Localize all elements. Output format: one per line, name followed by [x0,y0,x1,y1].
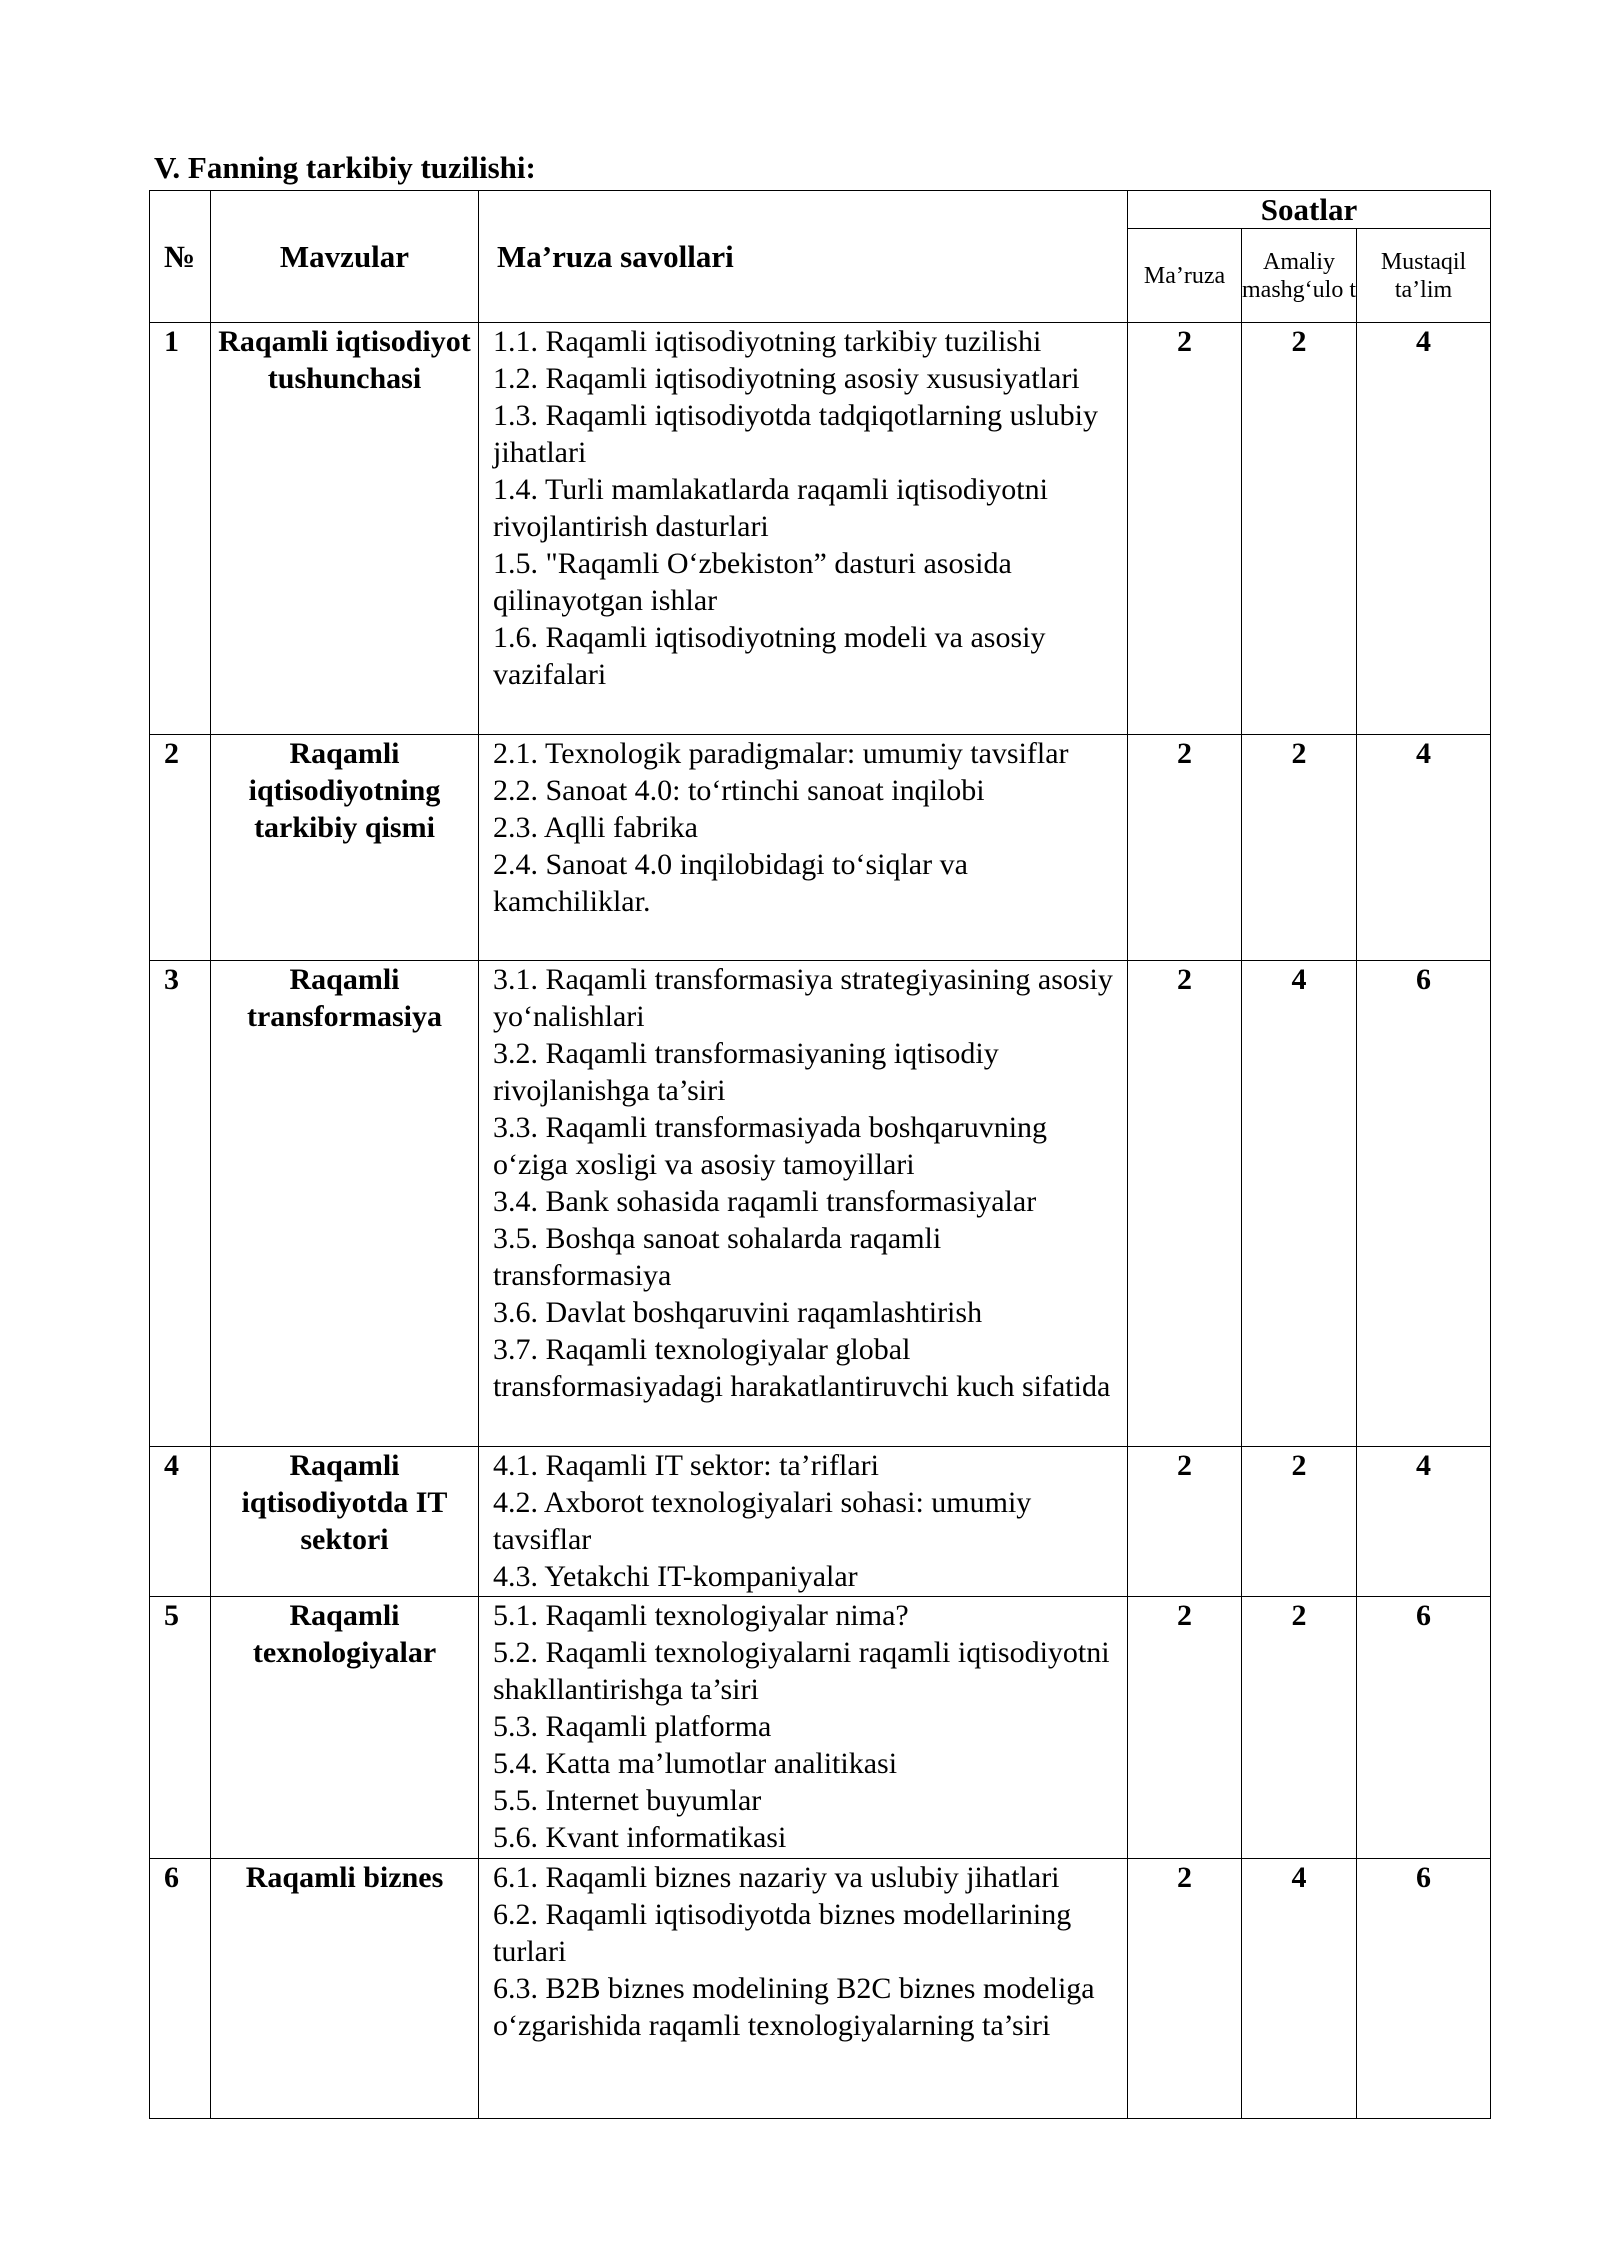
row-number: 5 [150,1597,211,1859]
lecture-question: 3.4. Bank sohasida raqamli transformasiyalar [493,1185,1037,1218]
hours-independent: 4 [1357,735,1491,961]
lecture-question: 5.5. Internet buyumlar [493,1784,762,1817]
table-body [150,323,1491,2119]
hours-independent: 6 [1357,961,1491,1447]
row-topic: Raqamli biznes [211,1859,479,2119]
row-questions [479,1447,1128,1597]
header-no: № [150,191,211,323]
row-number: 2 [150,735,211,961]
lecture-question: 3.1. Raqamli transformasiya strategiyasining asosiy yo‘nalishlari [493,963,1113,1033]
hours-practice: 4 [1242,961,1357,1447]
row-questions [479,735,1128,961]
hours-practice: 4 [1242,1859,1357,2119]
lecture-question: 4.2. Axborot texnologiyalari sohasi: umumiy tavsiflar [493,1486,1032,1556]
row-topic: Raqamli iqtisodiyotda IT sektori [211,1447,479,1597]
row-number: 4 [150,1447,211,1597]
hours-independent: 4 [1357,1447,1491,1597]
hours-independent: 6 [1357,1597,1491,1859]
lecture-question: 1.3. Raqamli iqtisodiyotda tadqiqotlarning uslubiy jihatlari [493,399,1098,469]
row-questions [479,961,1128,1447]
lecture-question: 2.1. Texnologik paradigmalar: umumiy tavsiflar [493,737,1069,770]
table-row [150,735,1491,961]
header-independent: Mustaqil ta’lim [1357,229,1491,323]
hours-lecture: 2 [1128,1859,1242,2119]
lecture-question: 3.2. Raqamli transformasiyaning iqtisodiy rivojlanishga ta’siri [493,1037,999,1107]
table-row [150,961,1491,1447]
hours-independent: 4 [1357,323,1491,735]
section-heading: V. Fanning tarkibiy tuzilishi: [154,150,536,185]
hours-lecture: 2 [1128,735,1242,961]
lecture-question: 5.4. Katta ma’lumotlar analitikasi [493,1747,898,1780]
lecture-question: 3.3. Raqamli transformasiyada boshqaruvning o‘ziga xosligi va asosiy tamoyillari [493,1111,1048,1181]
lecture-question: 5.2. Raqamli texnologiyalarni raqamli iqtisodiyotni shakllantirishga ta’siri [493,1636,1110,1706]
row-number: 1 [150,323,211,735]
lecture-question: 1.1. Raqamli iqtisodiyotning tarkibiy tuzilishi [493,325,1042,358]
table-row [150,1597,1491,1859]
lecture-question: 6.2. Raqamli iqtisodiyotda biznes modellarining turlari [493,1898,1072,1968]
course-structure-table [149,190,1491,2119]
header-practice: Amaliy mashg‘ulo t [1242,229,1357,323]
header-row-top [150,191,1491,229]
row-questions [479,323,1128,735]
lecture-question: 1.6. Raqamli iqtisodiyotning modeli va asosiy vazifalari [493,621,1046,691]
hours-practice: 2 [1242,735,1357,961]
lecture-question: 4.3. Yetakchi IT-kompaniyalar [493,1560,858,1593]
lecture-question: 1.5. "Raqamli O‘zbekiston” dasturi asosida qilinayotgan ishlar [493,547,1012,617]
lecture-question: 5.3. Raqamli platforma [493,1710,772,1743]
lecture-question: 6.1. Raqamli biznes nazariy va uslubiy jihatlari [493,1861,1060,1894]
lecture-question: 3.6. Davlat boshqaruvini raqamlashtirish [493,1296,983,1329]
hours-independent: 6 [1357,1859,1491,2119]
lecture-question: 5.1. Raqamli texnologiyalar nima? [493,1599,909,1632]
row-topic: Raqamli iqtisodiyot tushunchasi [211,323,479,735]
hours-practice: 2 [1242,1447,1357,1597]
hours-lecture: 2 [1128,1597,1242,1859]
hours-lecture: 2 [1128,961,1242,1447]
table-row [150,1859,1491,2119]
row-topic: Raqamli texnologiyalar [211,1597,479,1859]
lecture-question: 2.3. Aqlli fabrika [493,811,698,844]
header-lecture: Ma’ruza [1128,229,1242,323]
row-topic: Raqamli iqtisodiyotning tarkibiy qismi [211,735,479,961]
lecture-question: 5.6. Kvant informatikasi [493,1821,787,1854]
row-number: 6 [150,1859,211,2119]
row-topic: Raqamli transformasiya [211,961,479,1447]
lecture-question: 3.5. Boshqa sanoat sohalarda raqamli transformasiya [493,1222,942,1292]
header-hours: Soatlar [1128,191,1491,229]
lecture-question: 3.7. Raqamli texnologiyalar global transformasiyadagi harakatlantiruvchi kuch sifatida [493,1333,1111,1403]
hours-lecture: 2 [1128,1447,1242,1597]
hours-practice: 2 [1242,323,1357,735]
hours-lecture: 2 [1128,323,1242,735]
row-questions [479,1597,1128,1859]
lecture-question: 1.4. Turli mamlakatlarda raqamli iqtisodiyotni rivojlantirish dasturlari [493,473,1048,543]
lecture-question: 2.4. Sanoat 4.0 inqilobidagi to‘siqlar va kamchiliklar. [493,848,968,918]
row-number: 3 [150,961,211,1447]
table-row [150,1447,1491,1597]
header-questions: Ma’ruza savollari [479,191,1128,323]
lecture-question: 6.3. B2B biznes modelining B2C biznes modeliga o‘zgarishida raqamli texnologiyalarning ta’siri [493,1972,1095,2042]
table-row [150,323,1491,735]
lecture-question: 1.2. Raqamli iqtisodiyotning asosiy xususiyatlari [493,362,1080,395]
header-topics: Mavzular [211,191,479,323]
lecture-question: 2.2. Sanoat 4.0: to‘rtinchi sanoat inqilobi [493,774,985,807]
hours-practice: 2 [1242,1597,1357,1859]
lecture-question: 4.1. Raqamli IT sektor: ta’riflari [493,1449,880,1482]
row-questions [479,1859,1128,2119]
